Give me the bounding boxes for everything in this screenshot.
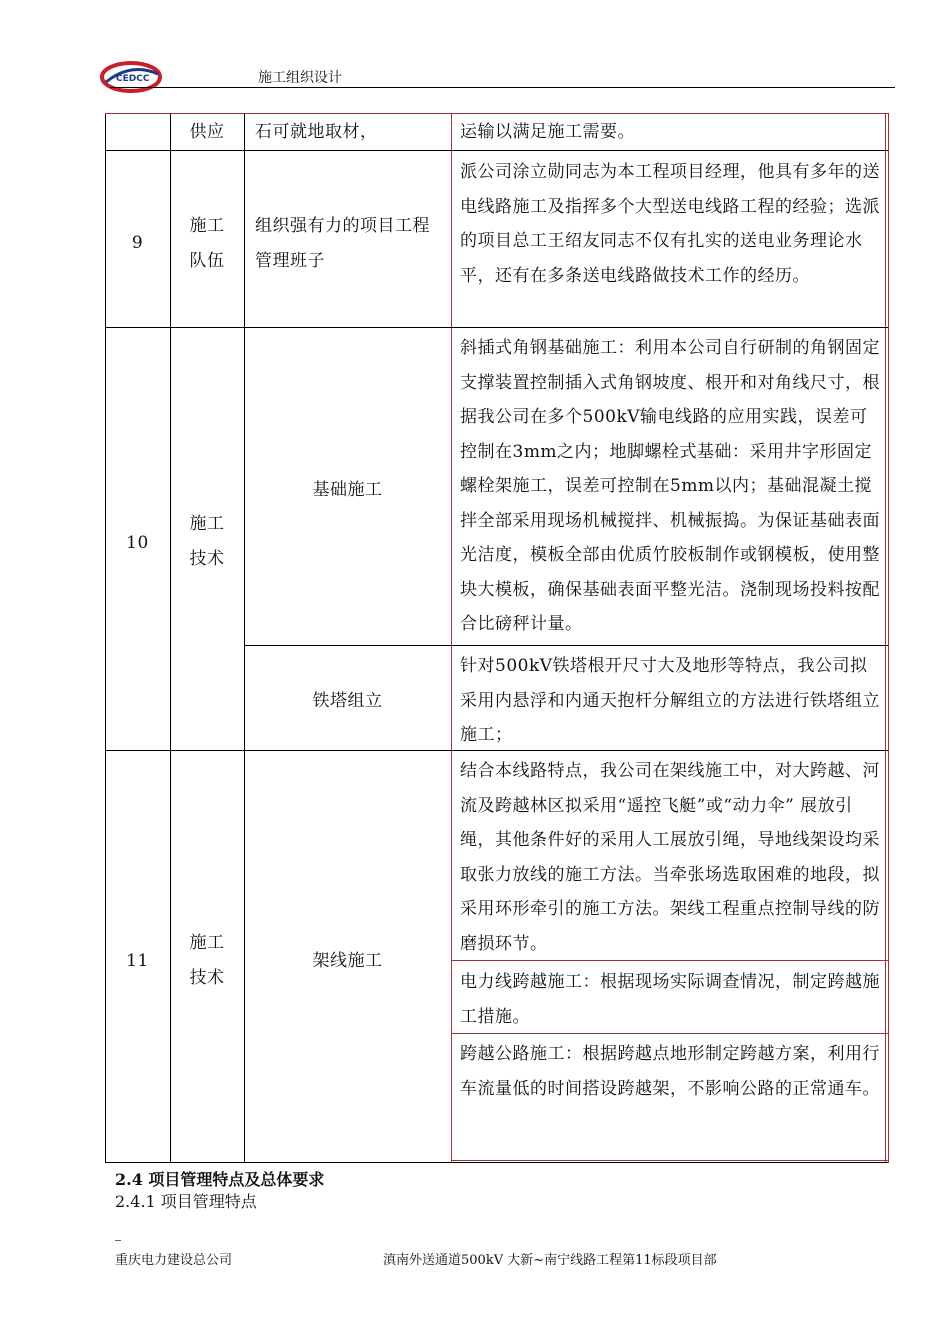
row11-item: 架线施工 [312,951,383,971]
row9-number: 9 [131,233,144,253]
cont-category: 供应 [189,122,225,142]
row11-category: 施工 技术 [189,933,225,988]
cont-item: 石可就地取材， [255,122,378,142]
cont-content: 运输以满足施工需要。 [460,122,635,142]
row11-content-stringing: 结合本线路特点，我公司在架线施工中，对大跨越、河流及跨越林区拟采用“遥控飞艇”或“动力伞” 展放引绳，其他条件好的采用人工展放引绳，导地线架设均采取张力放线的施工方法。当牵张场选取困难的地段，拟采用环形牵引的施工方法。架线工程重点控制导线的防磨损环节。 [460,761,880,954]
footer-mark [115,1240,121,1241]
row11-content-highway: 跨越公路施工：根据跨越点地形制定跨越方案，利用行车流量低的时间搭设跨越架，不影响公路的正常通车。 [460,1044,880,1099]
row11-content-powerline: 电力线跨越施工：根据现场实际调查情况，制定跨越施工措施。 [460,972,880,1027]
footer-company: 重庆电力建设总公司 [115,1253,233,1268]
row10-content-tower: 针对500kV铁塔根开尺寸大及地形等特点，我公司拟采用内悬浮和内通天抱杆分解组立的方法进行铁塔组立施工； [460,656,880,745]
logo-text: CEDCC [116,74,150,84]
row10-item-tower: 铁塔组立 [312,691,383,711]
row9-content: 派公司涂立勋同志为本工程项目经理，他具有多年的送电线路施工及指挥多个大型送电线路工程的经验；选派的项目总工王绍友同志不仅有扎实的送电业务理论水平，还有在多条送电线路做技术工作的经历。 [460,162,880,286]
document-header-title: 施工组织设计 [258,70,342,86]
row10-number: 10 [126,533,149,553]
header-rule [110,87,895,88]
section-heading-2-4: 2.4 项目管理特点及总体要求 [115,1170,325,1189]
construction-table [105,113,888,1163]
row9-category: 施工 队伍 [189,216,225,271]
row9-item: 组织强有力的项目工程管理班子 [255,216,430,271]
footer-project: 滇南外送通道500kV 大新~南宁线路工程第11标段项目部 [383,1253,717,1268]
row10-content-foundation: 斜插式角钢基础施工：利用本公司自行研制的角钢固定支撑装置控制插入式角钢坡度、根开和对角线尺寸，根据我公司在多个500kV输电线路的应用实践，误差可控制在3mm之内；地脚螺栓式基础：采用井字形固定螺栓架施工，误差可控制在5mm以内；基础混凝土搅拌全部采用现场机械搅拌、机械振捣。为保证基础表面光洁度，模板全部由优质竹胶板制作或钢模板，使用整块大模板，确保基础表面平整光洁。浇制现场投料按配合比磅秤计量。 [460,338,880,634]
row11-number: 11 [126,951,149,971]
row10-category: 施工 技术 [189,514,225,569]
section-heading-2-4-1: 2.4.1 项目管理特点 [115,1192,257,1211]
company-logo [100,60,162,94]
row10-item-foundation: 基础施工 [312,480,383,500]
